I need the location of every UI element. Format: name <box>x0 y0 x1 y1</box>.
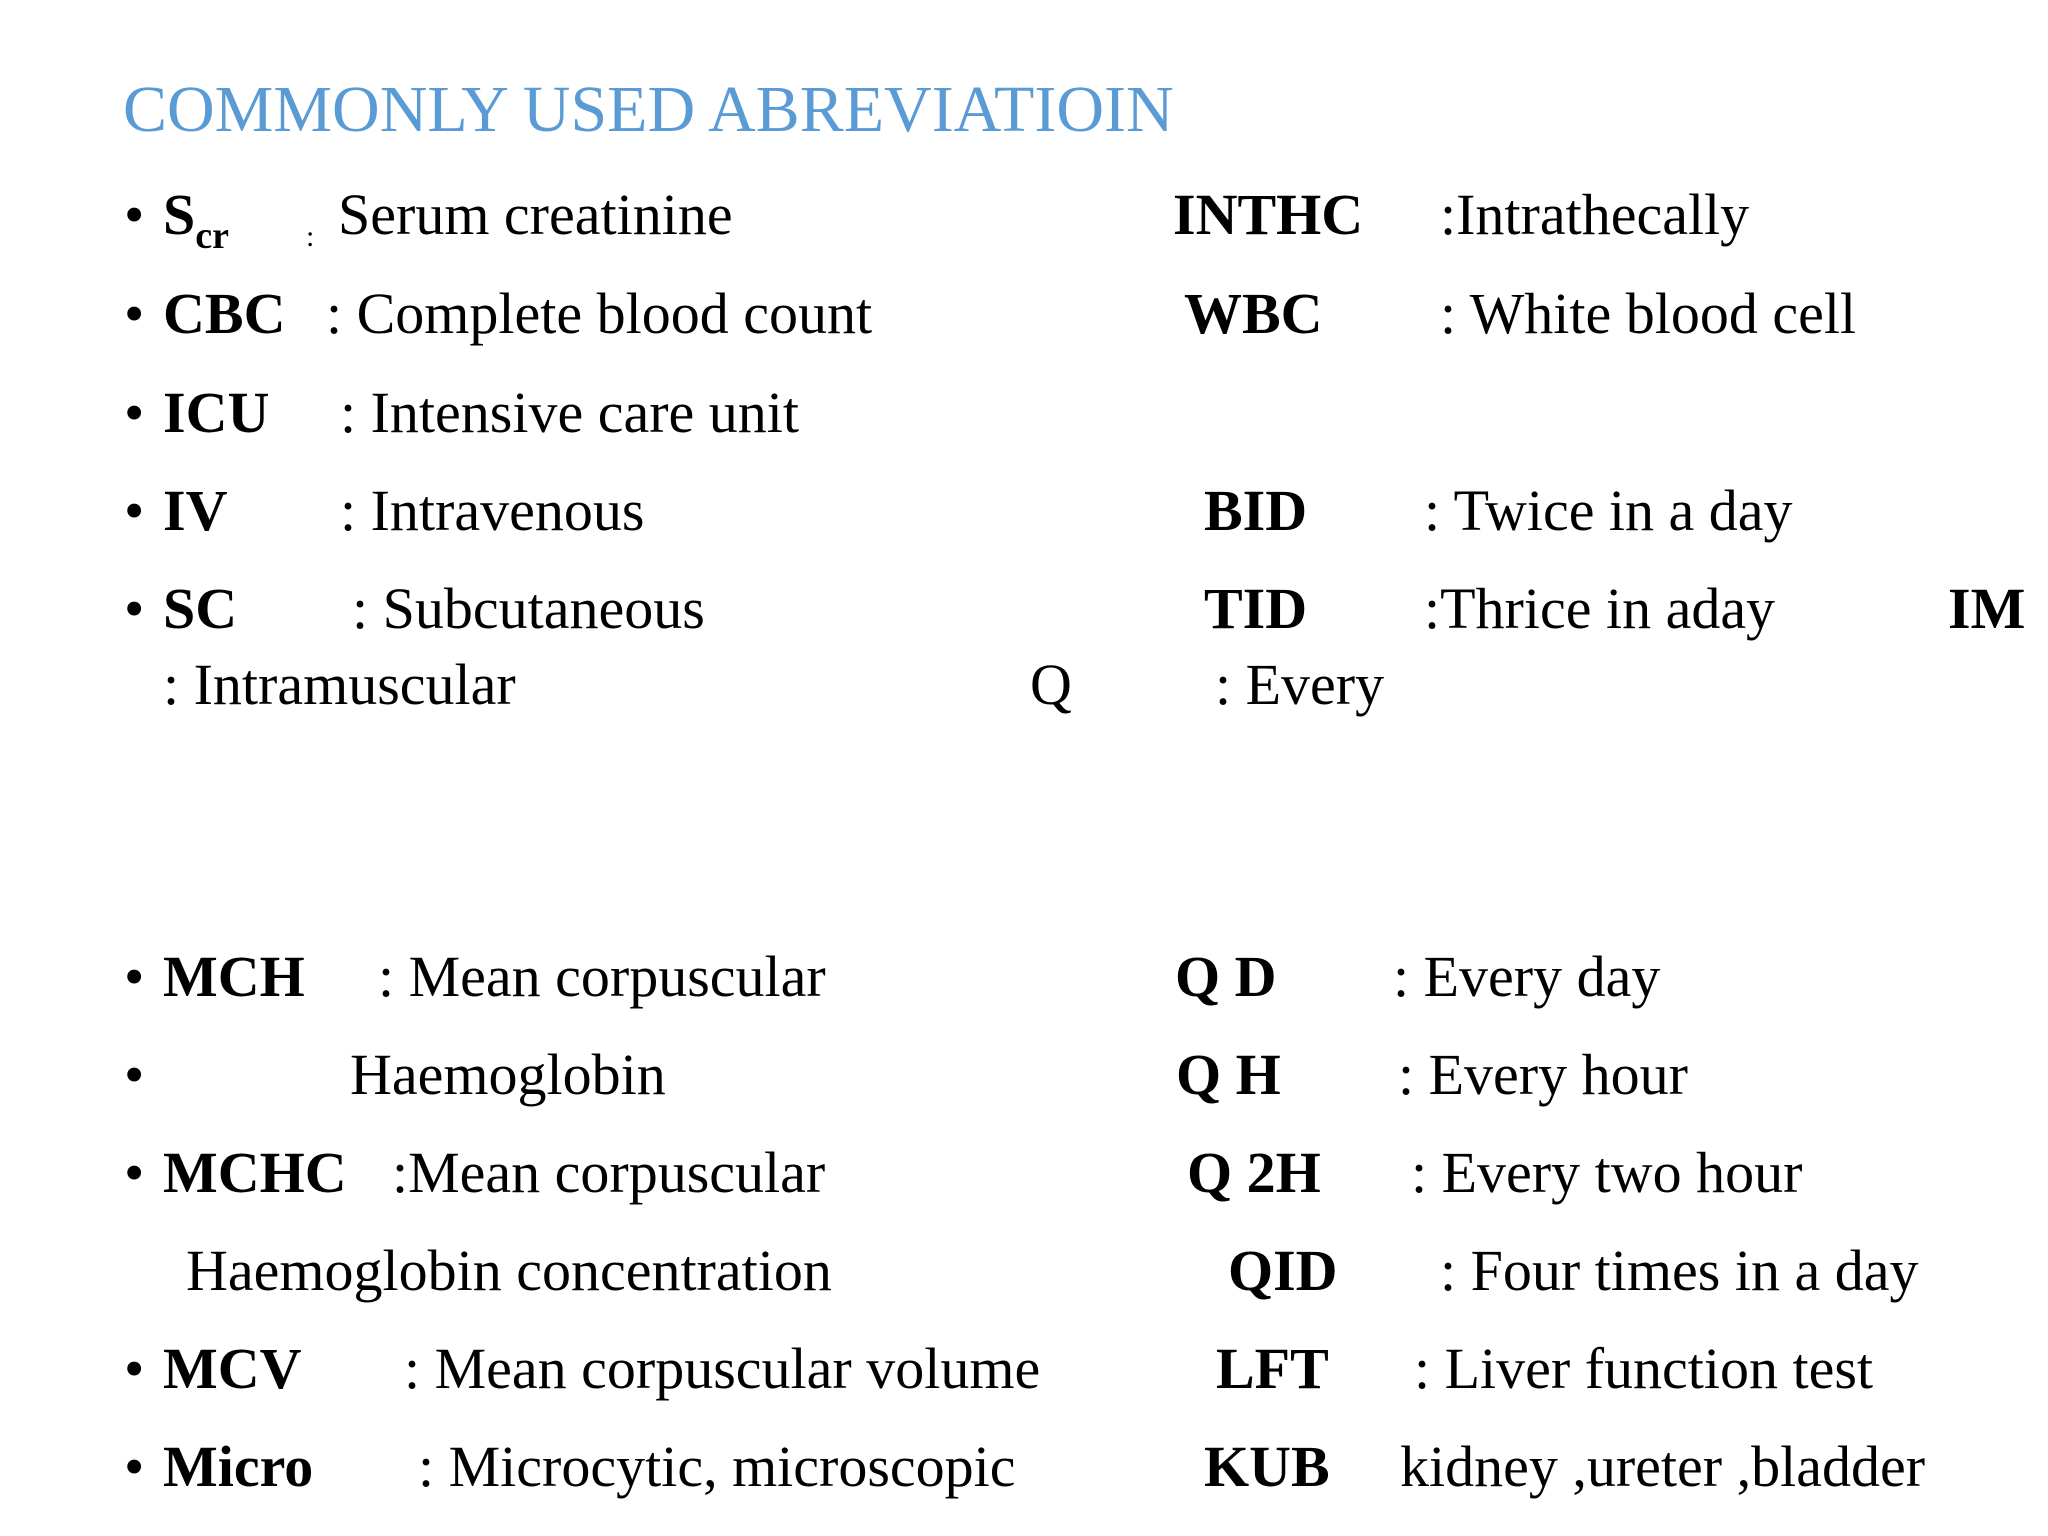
abbr-scr: $S_{cr}$ <box>163 182 229 257</box>
bullet: • <box>124 1434 145 1499</box>
abbr-inthc: INTHC <box>1173 182 1364 247</box>
abbr-mcv: MCV <box>163 1336 302 1401</box>
bullet: • <box>124 1042 145 1107</box>
def-micro: : Microcytic, microscopic <box>418 1434 1016 1499</box>
def-q: : Every <box>1215 652 1385 717</box>
abbr-q2h: Q 2H <box>1187 1140 1321 1205</box>
abbr-kub: KUB <box>1204 1434 1330 1499</box>
abbr-micro: Micro <box>163 1434 314 1499</box>
abbr-iv: IV <box>163 478 228 543</box>
def-mchc: :Mean corpuscular <box>392 1140 826 1205</box>
def-sc: : Subcutaneous <box>352 576 705 641</box>
bullet: • <box>124 478 145 543</box>
def-mchc-cont: Haemoglobin concentration <box>186 1238 832 1303</box>
def-scr: Serum creatinine <box>338 182 733 247</box>
def-wbc: : White blood cell <box>1440 281 1857 346</box>
abbr-qid: QID <box>1228 1238 1338 1303</box>
abbr-qd: Q D <box>1175 944 1277 1009</box>
def-cbc: : Complete blood count <box>326 281 873 346</box>
bullet: • <box>124 944 145 1009</box>
bullet: • <box>124 1336 145 1401</box>
def-bid: : Twice in a day <box>1424 478 1793 543</box>
abbr-lft: LFT <box>1216 1336 1329 1401</box>
def-mch-cont: Haemoglobin <box>350 1042 666 1107</box>
def-qid: : Four times in a day <box>1440 1238 1919 1303</box>
def-qh: : Every hour <box>1398 1042 1688 1107</box>
abbr-qh: Q H <box>1176 1042 1281 1107</box>
scr-colon: : <box>306 220 315 253</box>
bullet: • <box>124 1140 145 1205</box>
slide-title: COMMONLY USED ABREVIATIOIN <box>123 73 1174 146</box>
def-q2h: : Every two hour <box>1411 1140 1803 1205</box>
bullet: • <box>124 182 145 247</box>
abbr-im: IM <box>1948 576 2026 641</box>
def-icu: : Intensive care unit <box>340 380 799 445</box>
def-iv: : Intravenous <box>340 478 645 543</box>
def-inthc: :Intrathecally <box>1440 182 1750 247</box>
def-qd: : Every day <box>1393 944 1661 1009</box>
bullet: • <box>124 380 145 445</box>
abbr-cbc: CBC <box>163 281 286 346</box>
abbr-mch: MCH <box>163 944 305 1009</box>
abbr-icu: ICU <box>163 380 270 445</box>
abbr-q: Q <box>1030 652 1072 717</box>
def-im: : Intramuscular <box>163 652 516 717</box>
def-lft: : Liver function test <box>1414 1336 1874 1401</box>
bullet: • <box>124 281 145 346</box>
def-mch: : Mean corpuscular <box>378 944 826 1009</box>
abbr-sc: SC <box>163 576 238 641</box>
abbr-wbc: WBC <box>1184 281 1323 346</box>
abbr-mchc: MCHC <box>163 1140 347 1205</box>
def-mcv: : Mean corpuscular volume <box>404 1336 1041 1401</box>
abbr-tid: TID <box>1204 576 1308 641</box>
def-kub: kidney ,ureter ,bladder <box>1400 1434 1926 1499</box>
bullet: • <box>124 576 145 641</box>
def-tid: :Thrice in aday <box>1424 576 1776 641</box>
abbr-bid: BID <box>1204 478 1308 543</box>
